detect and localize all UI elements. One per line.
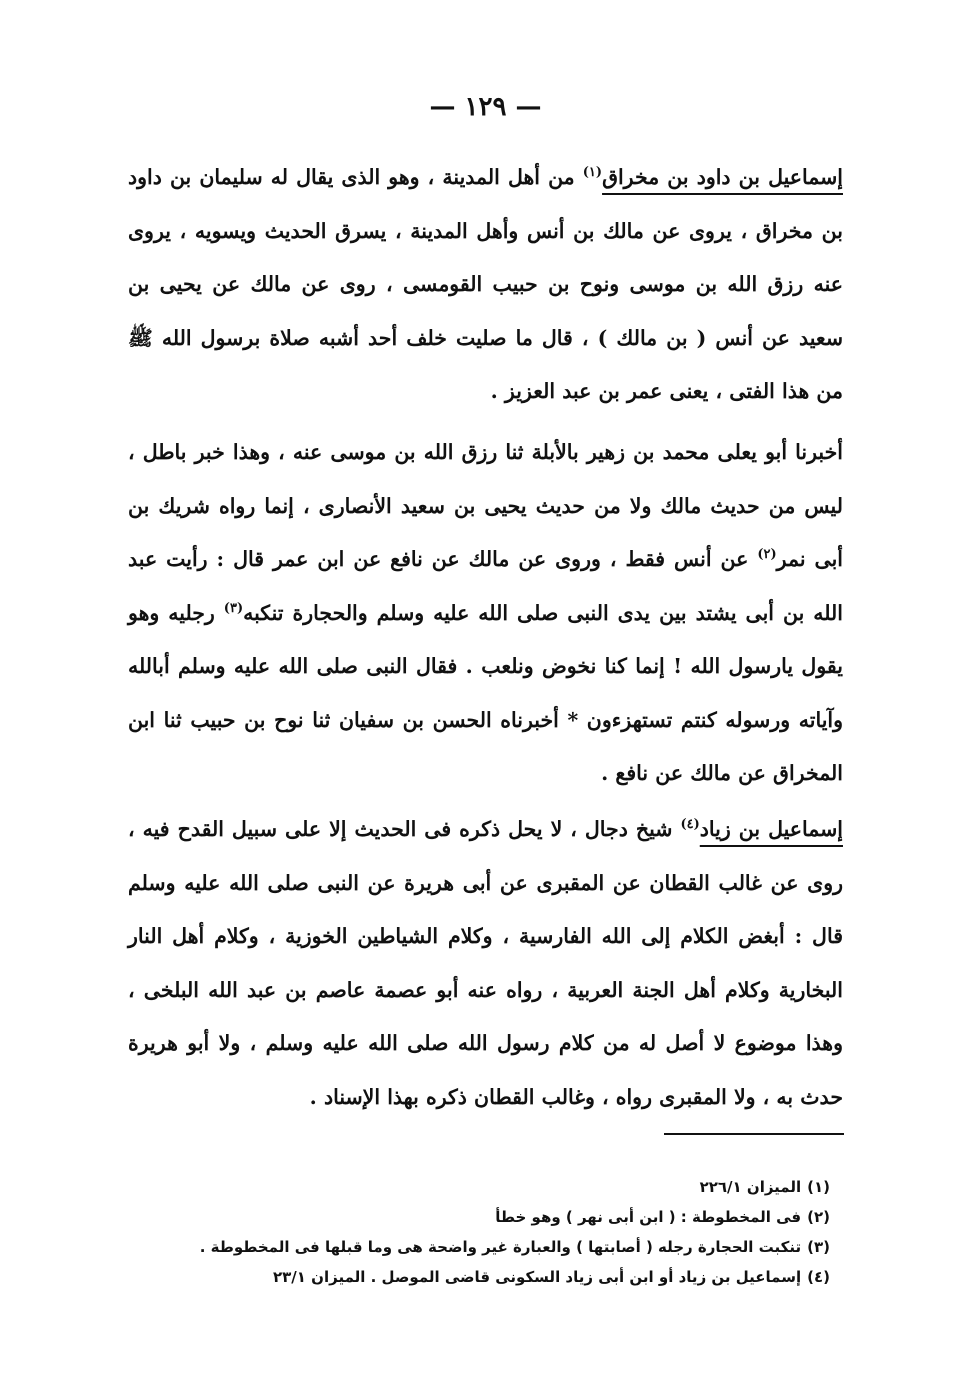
footnote-item bbox=[190, 1172, 830, 1202]
footnote-item bbox=[190, 1232, 830, 1262]
footnote-number: (٣) bbox=[807, 1238, 830, 1256]
footnote-ref[interactable]: (١) bbox=[582, 165, 603, 181]
entry-name: إسماعيل بن زياد bbox=[699, 817, 843, 841]
paragraph-text: أخبرنا أبو يعلى محمد بن زهير بالأبلة ثنا رزق الله بن موسى عنه ، وهذا خبر باطل ، ليس من حديث مالك ولا من حديث يحيى بن سعيد الأنصارى ، إنما رواه شريك بن أبى نمر bbox=[128, 440, 844, 571]
footnote-divider bbox=[664, 1133, 844, 1135]
entry-text: من أهل المدينة ، وهو الذى يقال له سليمان بن داود بن مخراق ، يروى عن مالك بن أنس وأهل المدينة ، يسرق الحديث ويسويه ، يروى عنه رزق الله بن موسى ونوح بن حبيب القومسى ، روى عن مالك عن يحيى بن سعيد عن أنس ( بن مالك ) ، قال ما صليت خلف أحد أشبه صلاة برسول الله ﷺ من هذا الفتى ، يعنى عمر بن عبد العزيز . bbox=[128, 165, 843, 403]
commentary-paragraph bbox=[128, 426, 843, 801]
paragraph-text: رجليه وهو يقول يارسول الله ! إنما كنا نخوض ونلعب . فقال النبى صلى الله عليه وسلم أبالله وآياته ورسوله كنتم تستهزءون * أخبرناه الحسن بن سفيان ثنا نوح بن حبيب ثنا ابن المخراق عن مالك عن نافع . bbox=[128, 600, 843, 785]
footnote-ref[interactable]: (٢) bbox=[757, 547, 777, 563]
footnote-text: إسماعيل بن زياد أو ابن أبى زياد السكونى قاضى الموصل . الميزان ٢٣/١ bbox=[273, 1268, 802, 1286]
footnote-number: (٤) bbox=[807, 1268, 830, 1286]
entry-name: إسماعيل بن داود بن مخراق bbox=[602, 165, 843, 189]
footnote-item bbox=[190, 1262, 830, 1292]
footnote-ref[interactable]: (٣) bbox=[223, 600, 244, 616]
footnote-ref[interactable]: (٤) bbox=[680, 817, 700, 833]
footnote-number: (٢) bbox=[807, 1208, 830, 1226]
footnotes-list bbox=[190, 1172, 830, 1292]
entry-ismail-ibn-ziyad bbox=[128, 803, 843, 1124]
paragraph-text: عن أنس فقط ، وروى عن مالك عن نافع عن ابن عمر قال : رأيت عبد الله بن أبى يشتد بين يدى النبى صلى الله عليه وسلم والحجارة تنكبه bbox=[128, 547, 843, 625]
page-number: — ١٢٩ — bbox=[429, 92, 542, 122]
footnote-text: تنكبت الحجارة رجله ( أصابتها ) والعبارة غير واضحة هى وما قبلها فى المخطوطة . bbox=[199, 1238, 802, 1256]
entry-ismail-ibn-dawud bbox=[128, 151, 843, 419]
footnote-text: الميزان ٢٢٦/١ bbox=[699, 1178, 802, 1196]
footnote-number: (١) bbox=[807, 1178, 830, 1196]
entry-text: شيخ دجال ، لا يحل ذكره فى الحديث إلا على سبيل القدح فيه ، روى عن غالب القطان عن المقبرى عن أبى هريرة عن النبى صلى الله عليه وسلم قال : أبغض الكلام إلى الله الفارسية ، وكلام الشياطين الخوزية ، وكلام أهل النار البخارية وكلام أهل الجنة العربية ، رواه عنه أبو عصمة عاصم بن عبد الله البلخى ، وهذا موضوع لا أصل له من كلام رسول الله صلى الله عليه وسلم ، ولا أبو هريرة حدث به ، ولا المقبرى رواه ، وغالب القطان ذكره بهذا الإسناد . bbox=[128, 817, 843, 1109]
footnote-text: فى المخطوطة : ( ابن أبى نهر ) وهو خطأ bbox=[495, 1208, 802, 1226]
footnote-item bbox=[190, 1202, 830, 1232]
